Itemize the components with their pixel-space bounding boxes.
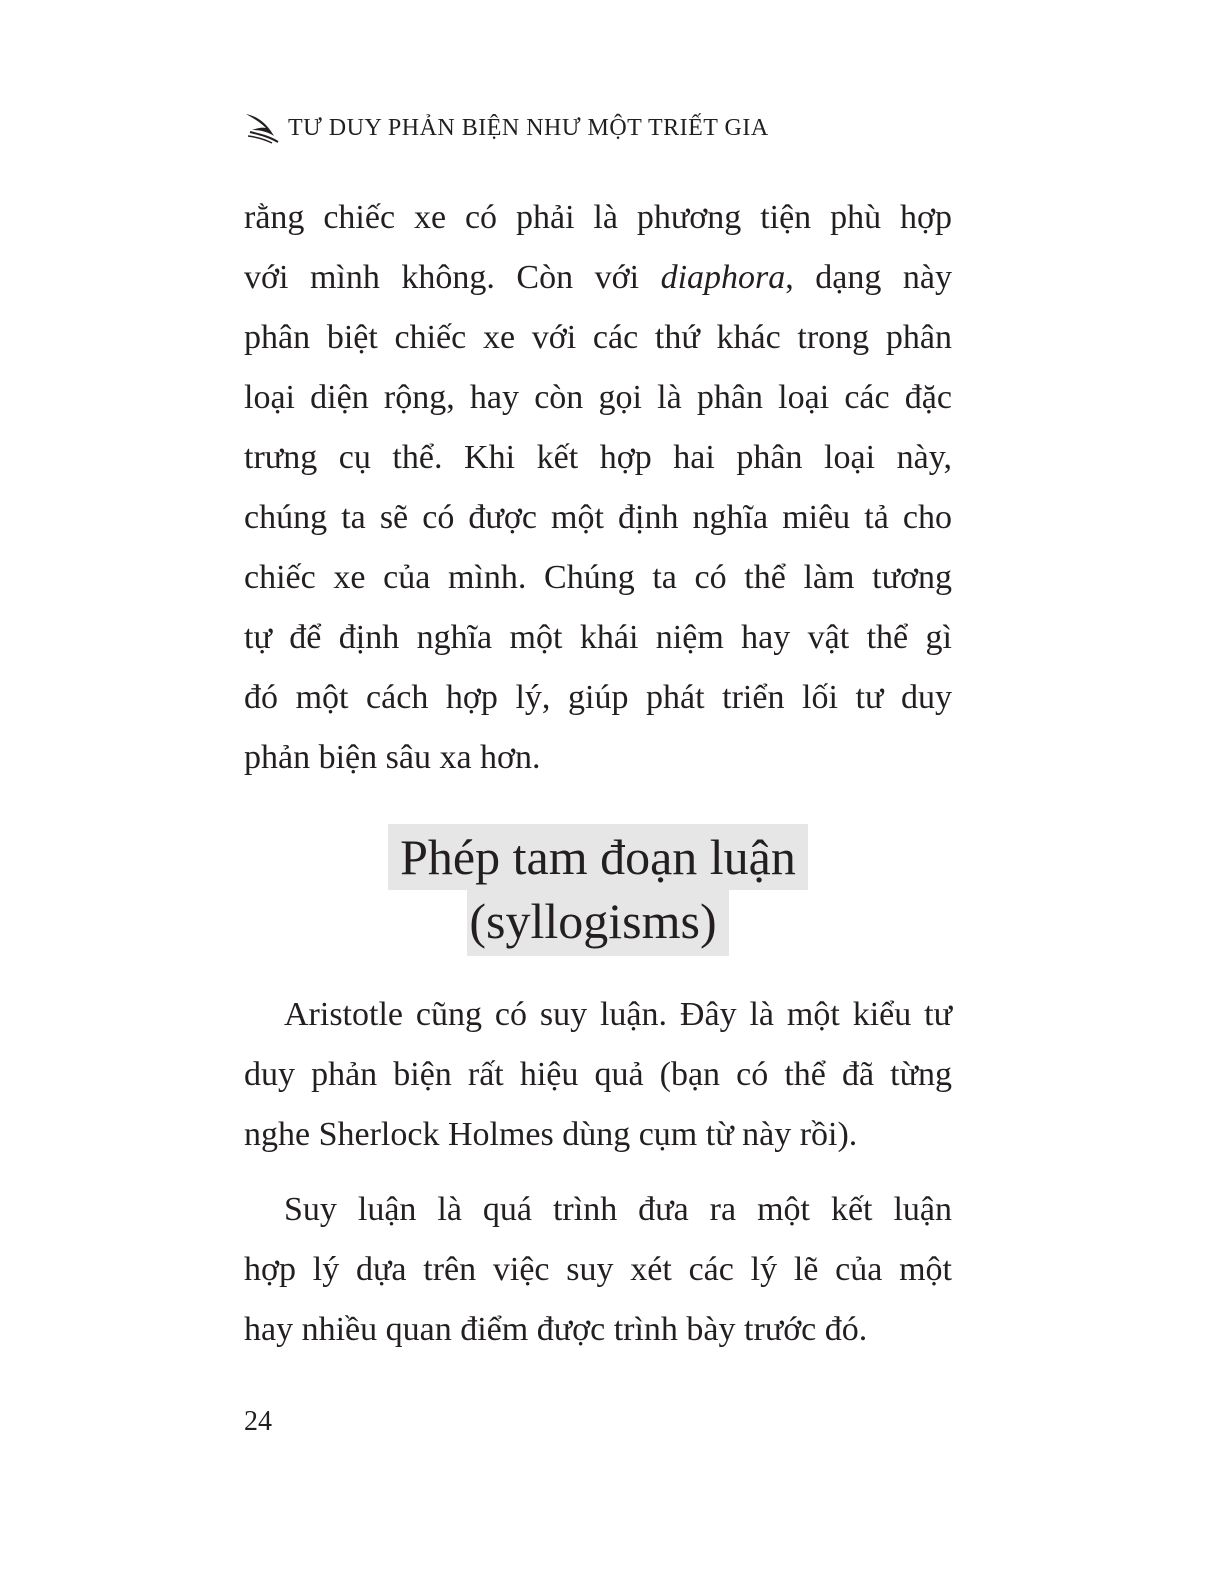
paragraph-2 [244,985,952,1165]
text-line: Aristotle cũng có suy luận. Đây là một kiểu tư [284,996,952,1033]
quill-leaf-icon [244,110,280,146]
text-line: phân biệt chiếc xe với các thứ khác trong phân [244,319,952,356]
running-header [244,108,1004,148]
section-heading-line-2: (syllogisms) [467,890,728,956]
text-span: , dạng này [785,259,953,296]
section-heading-line-1: Phép tam đoạn luận [388,824,808,890]
text-line: chiếc xe của mình. Chúng ta có thể làm tương [244,559,952,596]
text-line-with-term [244,248,952,308]
text-line: Suy luận là quá trình đưa ra một kết luận [284,1191,952,1228]
text-line: rằng chiếc xe có phải là phương tiện phù hợp [244,199,952,236]
paragraph-1 [244,188,952,788]
page-number: 24 [244,1406,272,1437]
running-title: TƯ DUY PHẢN BIỆN NHƯ MỘT TRIẾT GIA [288,114,769,141]
text-line: trưng cụ thể. Khi kết hợp hai phân loại này, [244,439,952,476]
text-span: với mình không. Còn với [244,259,661,296]
text-line: loại diện rộng, hay còn gọi là phân loại các đặc [244,379,952,416]
text-line: chúng ta sẽ có được một định nghĩa miêu tả cho [244,499,952,536]
section-heading [244,824,952,956]
text-line: tự để định nghĩa một khái niệm hay vật thể gì [244,619,952,656]
text-line: nghe Sherlock Holmes dùng cụm từ này rồi). [244,1116,858,1153]
italic-term: diaphora [660,259,786,296]
paragraph-3 [244,1180,952,1360]
text-line: hay nhiều quan điểm được trình bày trước đó. [244,1311,868,1348]
text-line: duy phản biện rất hiệu quả (bạn có thể đã từng [244,1056,952,1093]
text-line: đó một cách hợp lý, giúp phát triển lối tư duy [244,679,952,716]
text-line: hợp lý dựa trên việc suy xét các lý lẽ của một [244,1251,952,1288]
text-line: phản biện sâu xa hơn. [244,739,541,776]
